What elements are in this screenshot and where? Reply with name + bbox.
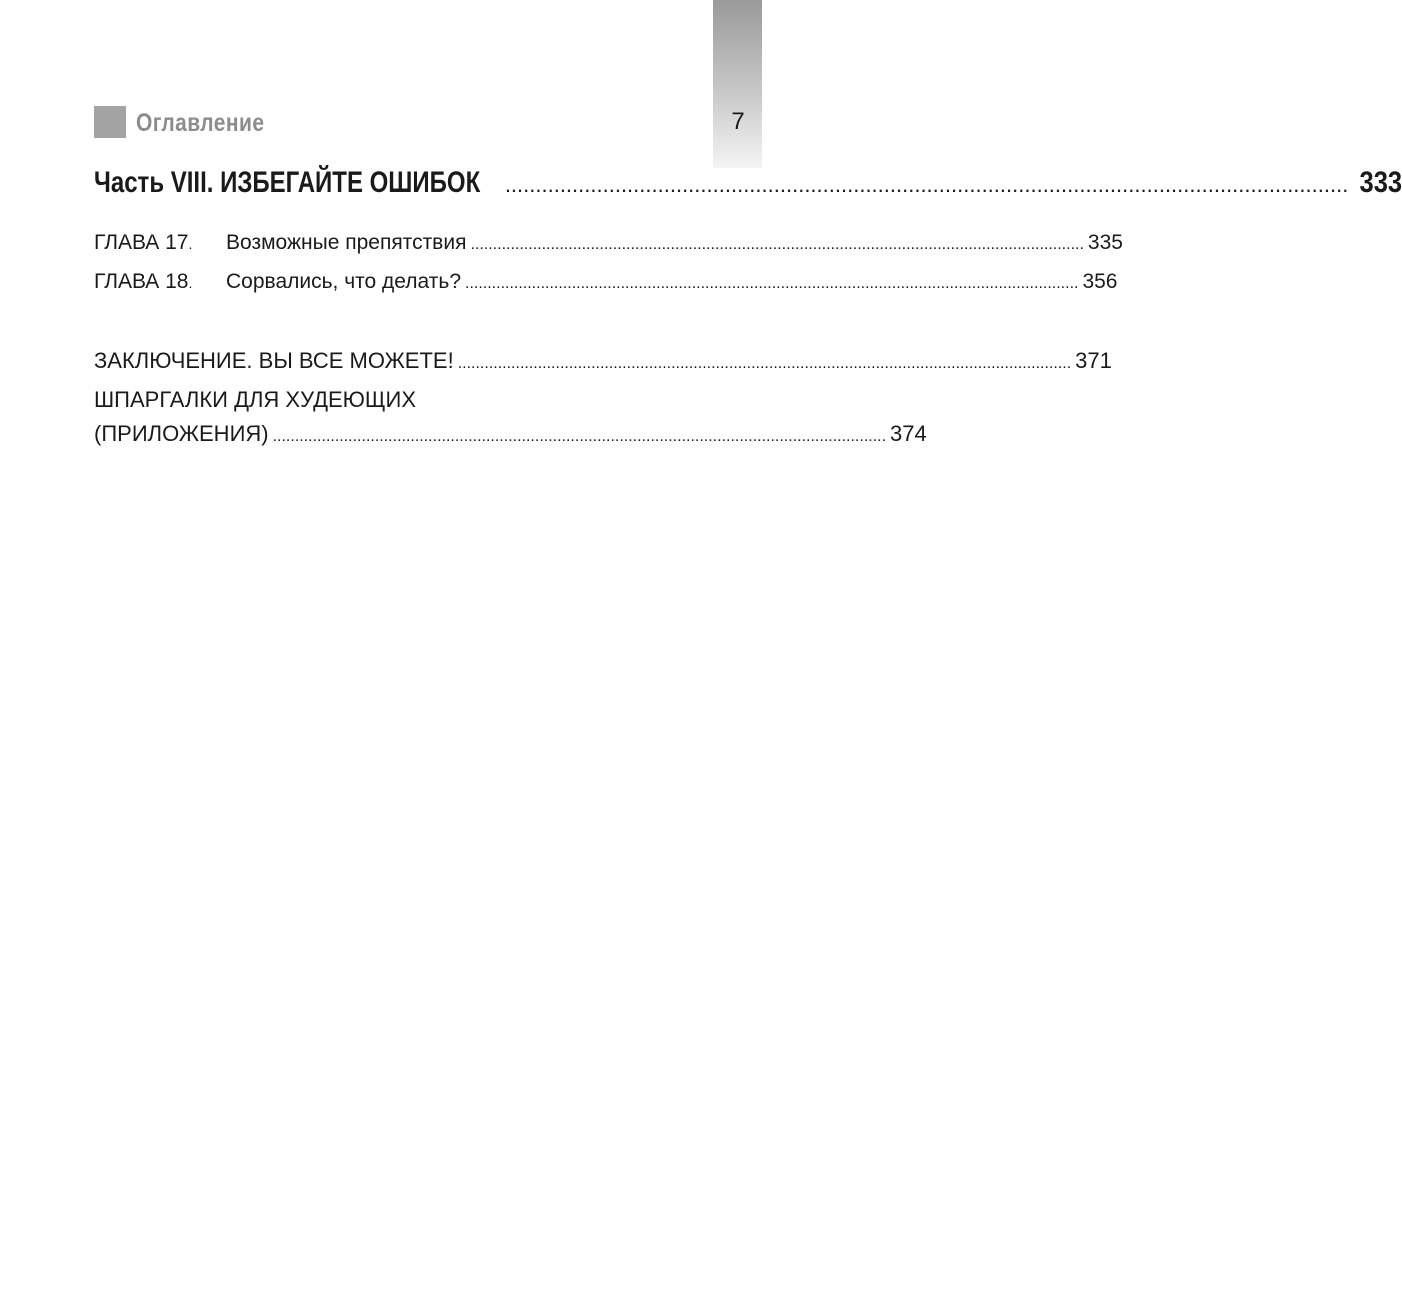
dot-leader: .......................................................................................................................................... bbox=[457, 355, 1072, 372]
chapter-page-number: 356 bbox=[1082, 270, 1118, 293]
section-marker-square bbox=[94, 106, 126, 138]
toc-conclusion-entry[interactable] bbox=[94, 348, 1112, 374]
appendix-title-line1[interactable]: ШПАРГАЛКИ ДЛЯ ХУДЕЮЩИХ bbox=[94, 387, 417, 412]
toc-chapter-entry[interactable] bbox=[94, 231, 1123, 255]
dot-leader: .......................................................................................................................................... bbox=[465, 275, 1079, 292]
chapter-page-number: 335 bbox=[1087, 231, 1123, 254]
conclusion-title: ЗАКЛЮЧЕНИЕ. ВЫ ВСЕ МОЖЕТЕ! bbox=[94, 348, 454, 373]
page-number: 7 bbox=[731, 108, 745, 135]
toc-chapter-entry[interactable] bbox=[94, 270, 1118, 294]
dot-leader: .......................................................................................................................................... bbox=[504, 172, 1349, 197]
dot-leader: .......................................................................................................................................... bbox=[470, 236, 1084, 253]
part-page-number: 333 bbox=[1359, 166, 1402, 199]
chapter-number: ГЛАВА 17. bbox=[94, 231, 193, 254]
page-thumb-tab bbox=[713, 0, 762, 168]
chapter-title: Сорвались, что делать? bbox=[226, 270, 461, 293]
chapter-title: Возможные препятствия bbox=[226, 231, 467, 254]
appendix-title-line2: (ПРИЛОЖЕНИЯ) bbox=[94, 421, 269, 446]
part-title: Часть VIII. ИЗБЕГАЙТЕ ОШИБОК bbox=[94, 166, 481, 199]
appendix-page-number: 374 bbox=[890, 421, 927, 446]
chapter-number: ГЛАВА 18. bbox=[94, 270, 193, 293]
section-label: Оглавление bbox=[136, 109, 265, 137]
toc-part-entry[interactable] bbox=[94, 166, 1402, 206]
conclusion-page-number: 371 bbox=[1075, 348, 1112, 373]
toc-appendix-entry[interactable] bbox=[94, 421, 927, 447]
dot-leader: .......................................................................................................................................... bbox=[272, 428, 887, 445]
